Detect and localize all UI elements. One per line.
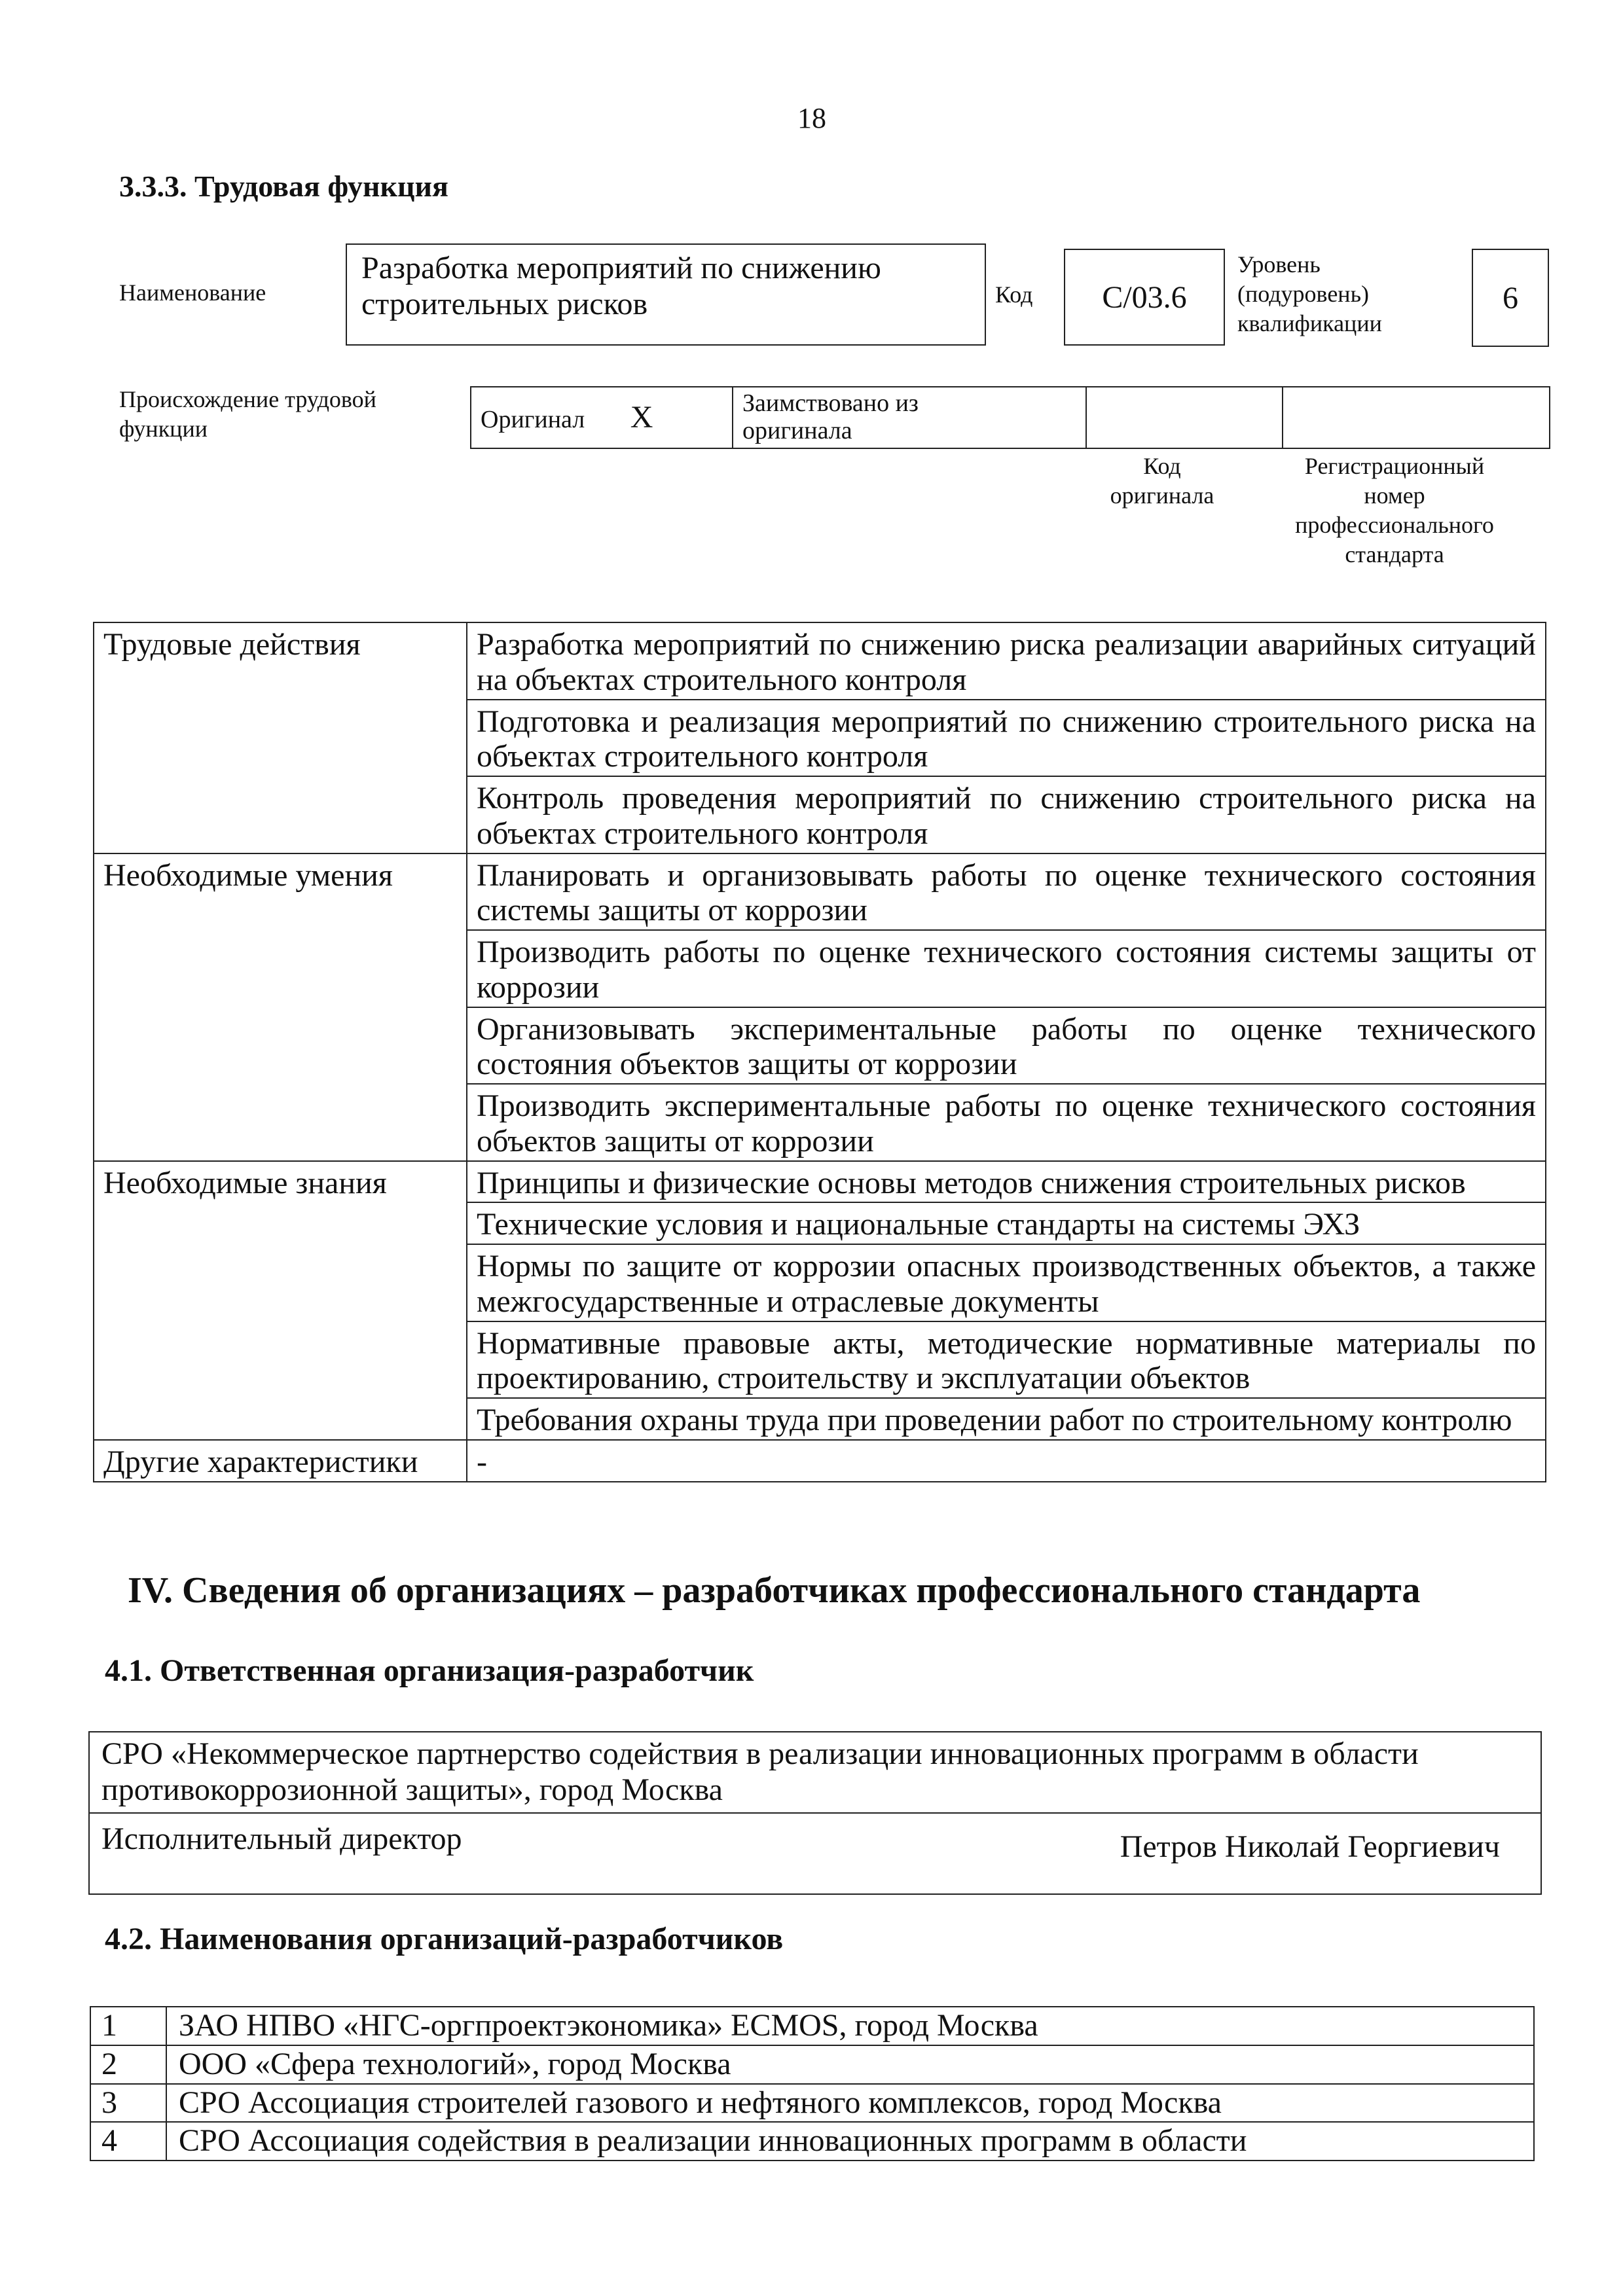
resp-signature-row <box>89 1813 1541 1894</box>
dev-number: 3 <box>90 2084 166 2123</box>
dev-number: 2 <box>90 2045 166 2084</box>
name-label: Наименование <box>119 279 266 306</box>
resp-person: Петров Николай Георгиевич <box>1120 1829 1500 1864</box>
borrowed-label-line2: оригинала <box>742 417 852 444</box>
origin-table <box>470 386 1550 449</box>
other-label: Другие характеристики <box>94 1440 467 1482</box>
dev-name: СРО Ассоциация содействия в реализации инновационных программ в области <box>166 2122 1534 2161</box>
level-label-line2: (подуровень) <box>1237 281 1369 307</box>
dev-name: ООО «Сфера технологий», город Москва <box>166 2045 1534 2084</box>
code-label: Код <box>995 281 1033 308</box>
function-name-line2: строительных рисков <box>361 287 648 322</box>
table-row <box>90 2122 1534 2161</box>
original-label: Оригинал <box>481 405 585 433</box>
reg-caption-line3: профессионального <box>1295 512 1494 538</box>
function-name-line1: Разработка мероприятий по снижению <box>361 251 881 285</box>
table-row <box>90 2007 1534 2045</box>
dev-number: 1 <box>90 2007 166 2045</box>
knowledge-label: Необходимые знания <box>94 1161 467 1440</box>
knowledge-item: Нормы по защите от коррозии опасных производственных объектов, а также межгосударственные и отраслевые документы <box>467 1244 1546 1321</box>
reg-number-cell <box>1283 387 1550 448</box>
origin-label-line1: Происхождение трудовой <box>119 386 376 412</box>
page-number: 18 <box>797 102 826 134</box>
code-box <box>1064 249 1225 346</box>
knowledge-item: Принципы и физические основы методов снижения строительных рисков <box>467 1161 1546 1203</box>
skill-item: Организовывать экспериментальные работы по оценке технического состояния объектов защиты от коррозии <box>467 1007 1546 1085</box>
skills-label: Необходимые умения <box>94 853 467 1161</box>
reg-caption-line2: номер <box>1364 482 1425 509</box>
level-label-line1: Уровень <box>1237 251 1321 278</box>
function-name-box <box>346 243 986 346</box>
level-box <box>1472 249 1549 347</box>
level-value: 6 <box>1503 280 1518 315</box>
action-item: Разработка мероприятий по снижению риска реализации аварийных ситуаций на объектах строительного контроля <box>467 622 1546 700</box>
origin-label <box>119 385 376 444</box>
original-mark: X <box>630 399 653 435</box>
actions-label: Трудовые действия <box>94 622 467 853</box>
skill-item: Производить работы по оценке технического состояния системы защиты от коррозии <box>467 930 1546 1007</box>
dev-name: СРО Ассоциация строителей газового и нефтяного комплексов, город Москва <box>166 2084 1534 2123</box>
resp-title: 4.1. Ответственная организация-разработчик <box>105 1653 754 1688</box>
skill-item: Производить экспериментальные работы по оценке технического состояния объектов защиты от коррозии <box>467 1084 1546 1161</box>
skill-item: Планировать и организовывать работы по оценке технического состояния системы защиты от коррозии <box>467 853 1546 931</box>
knowledge-item: Технические условия и национальные стандарты на системы ЭХЗ <box>467 1202 1546 1244</box>
reg-caption-line4: стандарта <box>1345 541 1444 567</box>
table-row <box>90 2084 1534 2123</box>
original-code-cell <box>1086 387 1283 448</box>
section-iv-title: IV. Сведения об организациях – разработчиках профессионального стандарта <box>128 1570 1421 1611</box>
orig-code-caption-line1: Код <box>1143 453 1181 479</box>
function-table <box>93 622 1546 1482</box>
origin-label-line2: функции <box>119 416 208 442</box>
orig-code-caption <box>1080 452 1244 511</box>
borrowed-label-line1: Заимствовано из <box>742 389 919 418</box>
reg-caption <box>1257 452 1532 569</box>
original-cell <box>471 387 733 448</box>
action-item: Подготовка и реализация мероприятий по снижению строительного риска на объектах строительного контроля <box>467 700 1546 777</box>
knowledge-item: Нормативные правовые акты, методические нормативные материалы по проектированию, строительству и эксплуатации объектов <box>467 1321 1546 1399</box>
other-value: - <box>467 1440 1546 1482</box>
section-333-title: 3.3.3. Трудовая функция <box>119 170 448 203</box>
dev-title: 4.2. Наименования организаций-разработчиков <box>105 1922 784 1956</box>
developers-table <box>90 2006 1535 2161</box>
borrowed-cell <box>733 387 1086 448</box>
dev-name: ЗАО НПВО «НГС-оргпроектэкономика» ECMOS, город Москва <box>166 2007 1534 2045</box>
resp-position: Исполнительный директор <box>101 1821 462 1856</box>
dev-number: 4 <box>90 2122 166 2161</box>
knowledge-item: Требования охраны труда при проведении работ по строительному контролю <box>467 1398 1546 1440</box>
action-item: Контроль проведения мероприятий по снижению строительного риска на объектах строительного контроля <box>467 776 1546 853</box>
level-label <box>1237 250 1382 338</box>
code-value: C/03.6 <box>1102 279 1187 315</box>
resp-org-table <box>88 1731 1542 1895</box>
orig-code-caption-line2: оригинала <box>1110 482 1214 509</box>
table-row <box>90 2045 1534 2084</box>
resp-org-name: СРО «Некоммерческое партнерство содействия в реализации инновационных программ в области противокоррозионной защиты», город Москва <box>89 1732 1541 1813</box>
level-label-line3: квалификации <box>1237 310 1382 336</box>
reg-caption-line1: Регистрационный <box>1304 453 1485 479</box>
